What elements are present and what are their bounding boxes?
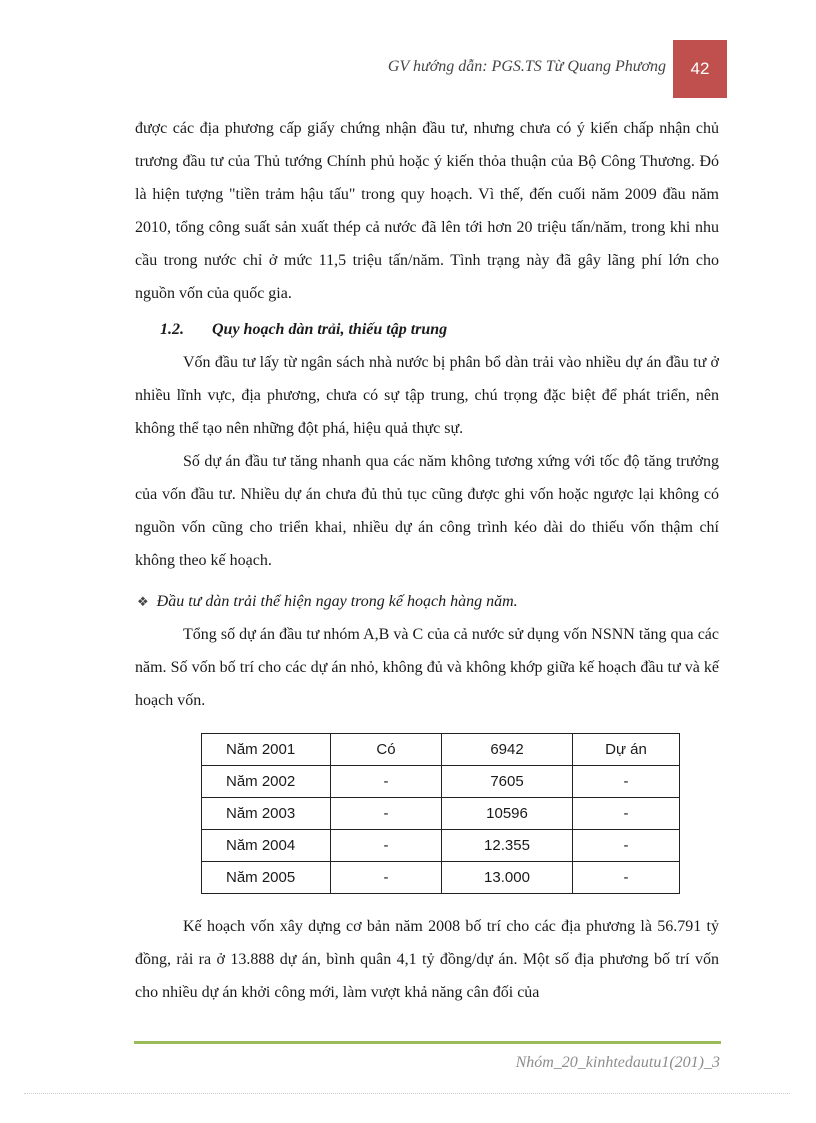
paragraph-2: Vốn đầu tư lấy từ ngân sách nhà nước bị phân bổ dàn trải vào nhiều dự án đầu tư ở nhiều lĩnh vực, địa phương, chưa có sự tập trung, chú trọng đặc biệt để phát triển, nên không thể tạo nên những đột phá, hiệu quả thực sự. [135,354,719,437]
table-cell: - [331,766,442,798]
table-cell: - [331,862,442,894]
footer-text: Nhóm_20_kinhtedautu1(201)_3 [515,1054,720,1071]
table-cell: 7605 [442,766,573,798]
bullet-text: Đầu tư dàn trải thể hiện ngay trong kế hoạch hàng năm. [156,593,518,610]
bullet-item [135,585,719,618]
table-cell: 13.000 [442,862,573,894]
page-bottom-divider [24,1093,790,1094]
project-table [201,733,680,894]
table-cell: - [573,830,680,862]
table-cell: - [331,798,442,830]
paragraph-5: Kế hoạch vốn xây dựng cơ bản năm 2008 bố trí cho các địa phương là 56.791 tỷ đồng, rải ra ở 13.888 dự án, bình quân 4,1 tỷ đồng/dự án. Một số địa phương bố trí vốn cho nhiều dự án khởi công mới, làm vượt khả năng cân đối của [135,918,719,1001]
table-cell: Năm 2002 [202,766,331,798]
section-heading [135,313,719,346]
heading-title: Quy hoạch dàn trải, thiếu tập trung [212,321,448,338]
table-cell: Dự án [573,734,680,766]
table-row [202,798,680,830]
heading-number: 1.2. [160,321,184,338]
table-row [202,862,680,894]
table-cell: Có [331,734,442,766]
table-row [202,830,680,862]
diamond-bullet-icon: ❖ [137,594,149,609]
table-cell: Năm 2001 [202,734,331,766]
table-cell: 6942 [442,734,573,766]
table-row [202,734,680,766]
table-cell: 12.355 [442,830,573,862]
table-row [202,766,680,798]
table-cell: 10596 [442,798,573,830]
table-cell: Năm 2003 [202,798,331,830]
footer-rule [134,1041,721,1044]
page-number-badge: 42 [673,40,727,98]
table-cell: - [573,766,680,798]
table-cell: Năm 2004 [202,830,331,862]
paragraph-3: Số dự án đầu tư tăng nhanh qua các năm không tương xứng với tốc độ tăng trưởng của vốn đầu tư. Nhiều dự án chưa đủ thủ tục cũng được ghi vốn hoặc ngược lại không có nguồn vốn cũng cho triển khai, nhiều dự án công trình kéo dài do thiếu vốn thậm chí không theo kế hoạch. [135,453,719,569]
paragraph-1: được các địa phương cấp giấy chứng nhận đầu tư, nhưng chưa có ý kiến chấp nhận chủ trương đầu tư của Thủ tướng Chính phủ hoặc ý kiến thỏa thuận của Bộ Công Thương. Đó là hiện tượng "tiền trảm hậu tấu" trong quy hoạch. Vì thế, đến cuối năm 2009 đầu năm 2010, tổng công suất sản xuất thép cả nước đã lên tới hơn 20 triệu tấn/năm, trong khi nhu cầu trong nước chỉ ở mức 11,5 triệu tấn/năm. Tình trạng này đã gây lãng phí lớn cho nguồn vốn của quốc gia. [135,120,719,302]
table-cell: Năm 2005 [202,862,331,894]
paragraph-4: Tổng số dự án đầu tư nhóm A,B và C của cả nước sử dụng vốn NSNN tăng qua các năm. Số vốn bố trí cho các dự án nhỏ, không đủ và không khớp giữa kế hoạch đầu tư và kế hoạch vốn. [135,626,719,709]
table-cell: - [573,798,680,830]
header-advisor: GV hướng dẫn: PGS.TS Từ Quang Phương [387,58,666,75]
document-body [135,112,719,1009]
table-cell: - [331,830,442,862]
table-cell: - [573,862,680,894]
